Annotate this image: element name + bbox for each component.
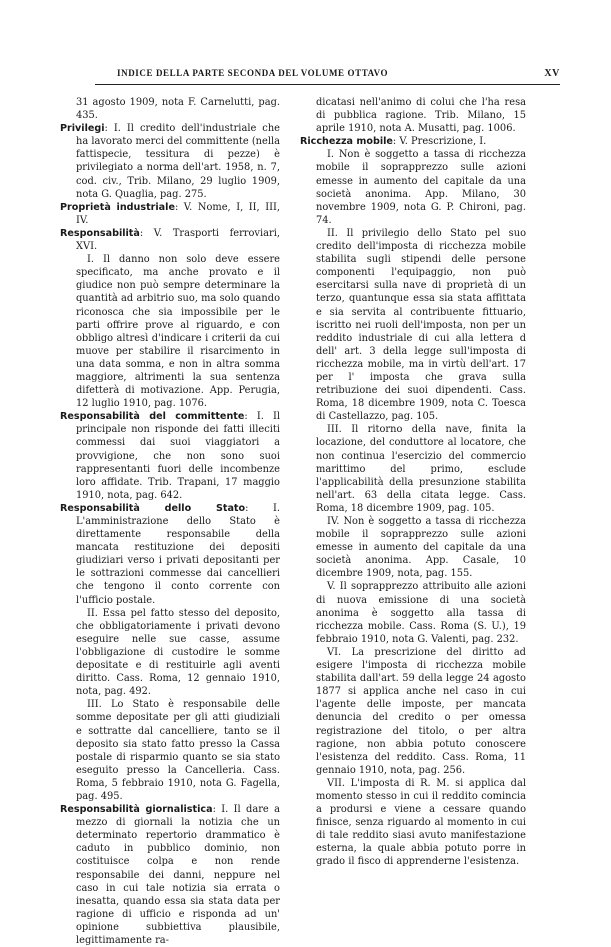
- right-continuation: dicatasi nell'animo di colui che l'ha resa di pubblica ragione. Trib. Milano, 15 aprile 1910, nota A. Musatti, pag. 1006.: [316, 97, 526, 135]
- right-sub-entry: IV. Non è soggetto a tassa di ricchezza mobile il soprapprezzo sulle azioni emesse in aumento del capitale da una società anonima. App. Casale, 10 dicembre 1909, nota, pag. 155.: [316, 516, 526, 580]
- right-column: [300, 96, 526, 869]
- entry-text: : V. Nome, I, II, III, IV.: [76, 201, 280, 226]
- left-index-entry: [60, 803, 280, 947]
- left-index-entry: [60, 410, 280, 502]
- entry-heading: Responsabilità dello Stato: [60, 502, 246, 514]
- entry-heading: Proprietà industriale: [60, 201, 175, 213]
- page-number: XV: [544, 68, 560, 79]
- right-sub-entry: VI. La prescrizione del diritto ad esigere l'imposta di ricchezza mobile stabilita dall'art. 59 della legge 24 agosto 1877 si applica anche nel caso in cui l'agente delle imposte, per mancata denuncia del credito o per omessa registrazione del titolo, o per altra ragione, non abbia potuto conoscere l'esistenza del reddito. Cass. Roma, 11 gennaio 1910, nota, pag. 256.: [316, 646, 526, 776]
- right-sub-entry: V. Il soprapprezzo attribuito alle azioni di nuova emissione di una società anonima è soggetto alla tassa di ricchezza mobile. Cass. Roma (S. U.), 19 febbraio 1910, nota G. Valenti, pag. 232.: [316, 581, 526, 645]
- entry-text: : V. Prescrizione, I.: [392, 136, 487, 148]
- running-header: [95, 68, 560, 82]
- right-sub-entry: III. Il ritorno della nave, finita la locazione, del conduttore al locatore, che non continua l'esercizio del commercio marittimo del primo, esclude l'applicabilità della presunzione stabilita nell'art. 63 della citata legge. Cass. Roma, 18 dicembre 1909, pag. 105.: [316, 424, 526, 514]
- left-continuation: 31 agosto 1909, nota F. Carnelutti, pag. 435.: [76, 97, 280, 122]
- entry-heading: Responsabilità: [60, 227, 140, 239]
- entry-text: : V. Trasporti ferroviari, XVI.: [76, 227, 280, 253]
- entry-heading: Responsabilità del committente: [60, 411, 245, 423]
- entry-text: : I. Il credito dell'industriale che ha lavorato merci del committente (nella fattispecie, tessitura di pezze) è privilegiato a norma dell'art. 1958, n. 7, cod. civ., Trib. Milano, 29 luglio 1909, nota G. Quaglia, pag. 275.: [76, 123, 280, 200]
- left-sub-entry: I. Il danno non solo deve essere specificato, ma anche provato e il giudice non può sempre determinare la quantità ad arbitrio suo, ma solo quando riconosca che sia impossibile per le parti offrire prove al riguardo, e con obbligo altresì d'indicare i criterii da cui muove per stabilire il risarcimento in una data somma, e non in altra somma maggiore, altrimenti la sua sentenza difetterà di motivazione. App. Perugia, 12 luglio 1910, pag. 1076.: [76, 254, 280, 410]
- left-sub-entry: II. Essa pel fatto stesso del deposito, che obbligatoriamente i privati devono eseguire nelle sue casse, assume l'obbligazione di custodire le somme depositate e di restituirle agli aventi diritto. Cass. Roma, 12 gennaio 1910, nota, pag. 492.: [76, 607, 280, 698]
- entry-heading: Privilegi: [60, 123, 105, 135]
- left-sub-entry: III. Lo Stato è responsabile delle somme depositate per gli atti giudiziali e sottratte dal cancelliere, tanto se il deposito sia stato fatto presso la Cassa postale di risparmio quanto se sia stato eseguito presso la Cancelleria. Cass. Roma, 5 febbraio 1910, nota G. Fagella, pag. 495.: [76, 699, 280, 802]
- left-index-entry: [60, 201, 280, 227]
- left-index-entry: [60, 502, 280, 607]
- entry-text: : I. L'amministrazione dello Stato è direttamente responsabile della mancata restituzione dei depositi giudiziari verso i privati depositanti per le sottrazioni commesse dai cancellieri che tengono il conto corrente con l'ufficio postale.: [76, 502, 280, 606]
- right-index-entry: [300, 135, 526, 148]
- header-title: INDICE DELLA PARTE SECONDA DEL VOLUME OTTAVO: [117, 68, 389, 78]
- right-sub-entry: I. Non è soggetto a tassa di ricchezza mobile il soprapprezzo sulle azioni emesse in aumento del capitale da una società anonima. App. Milano, 30 novembre 1909, nota G. P. Chironi, pag. 74.: [316, 149, 526, 226]
- right-sub-entry: VII. L'imposta di R. M. si applica dal momento stesso in cui il reddito comincia a prodursi e viene a cessare quando finisce, senza riguardo al momento in cui di tale reddito siasi avuto manifestazione esterna, la quale abbia potuto porre in grado il fisco di apprenderne l'esistenza.: [316, 777, 526, 868]
- entry-heading: Ricchezza mobile: [300, 136, 393, 148]
- entry-heading: Responsabilità giornalistica: [60, 804, 213, 816]
- left-column: [60, 96, 280, 947]
- right-sub-entry: II. Il privilegio dello Stato pel suo credito dell'imposta di ricchezza mobile stabilita sugli stipendi delle persone componenti l'equipaggio, non può esercitarsi sulla nave di proprietà di un terzo, quantunque essa sia stata affittata e sia servita al contribuente fittuario, iscritto nei ruoli dell'imposta, non per un reddito industriale di cui alla lettera d dell' art. 3 della legge sull'imposta di ricchezza mobile, ma in virtù dell'art. 17 per l' imposta che grava sulla retribuzione dei suoi dipendenti. Cass. Roma, 18 dicembre 1909, nota C. Toesca di Castellazzo, pag. 105.: [316, 227, 526, 423]
- left-index-entry: [60, 122, 280, 201]
- header-rule: [95, 84, 560, 85]
- left-index-entry: [60, 227, 280, 253]
- entry-text: : I. Il dare a mezzo di giornali la notizia che un determinato repertorio drammatico è caduto in pubblico dominio, non costituisce colpa e non rende responsabile dei danni, neppure nel caso in cui tale notizia sia errata o inesatta, quando essa sia stata data per ragione di ufficio e risponda ad un' opinione subbiettiva plausibile, legittimamente ra-: [76, 804, 280, 946]
- entry-text: : I. Il principale non risponde dei fatti illeciti commessi dai suoi viaggiatori a provvigione, che non sono suoi rappresentanti fuori delle incombenze loro affidate. Trib. Trapani, 17 maggio 1910, nota, pag. 642.: [76, 411, 280, 501]
